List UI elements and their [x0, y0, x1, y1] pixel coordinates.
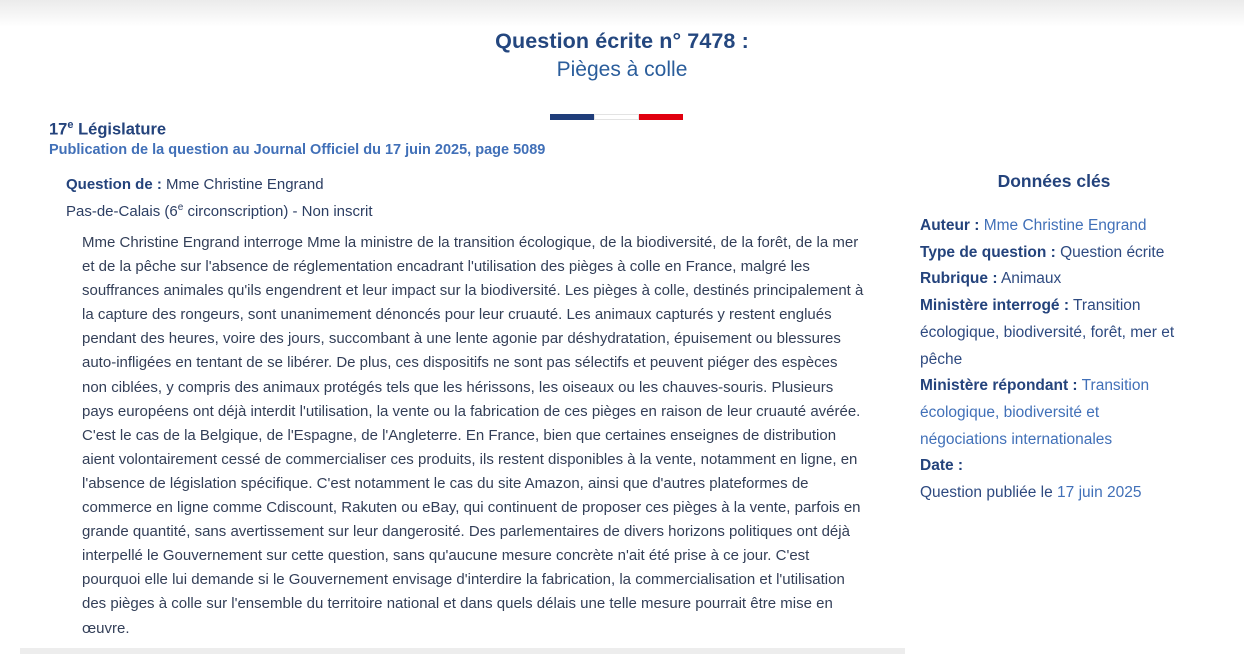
- field-ministere-interroge: [920, 293, 1188, 373]
- flag-blue-segment: [550, 114, 594, 120]
- legislature-number: 17: [49, 120, 68, 139]
- field-ministere-interroge-value: Transition écologique, biodiversité, forêt, mer et pêche: [920, 297, 1175, 368]
- field-ministere-repondant: [920, 373, 1188, 453]
- constituency-ordinal-sup: e: [177, 201, 184, 213]
- page-subtitle: Pièges à colle: [556, 58, 688, 81]
- constituency-prefix: Pas-de-Calais (6: [66, 202, 178, 220]
- question-author-block: [66, 174, 373, 223]
- constituency-suffix: circonscription) - Non inscrit: [183, 202, 373, 220]
- field-rubrique: [920, 266, 1188, 293]
- field-date-value-line: [920, 480, 1188, 507]
- field-date-value-prefix: Question publiée le: [920, 484, 1058, 502]
- field-ministere-interroge-label: Ministère interrogé :: [920, 297, 1069, 315]
- field-ministere-repondant-value-link[interactable]: Transition écologique, biodiversité et négociations internationales: [920, 377, 1150, 448]
- flag-red-segment: [639, 114, 683, 120]
- french-flag-divider: [550, 114, 683, 120]
- field-date-value-link[interactable]: 17 juin 2025: [1057, 484, 1142, 502]
- sidebar-fields: [920, 213, 1188, 507]
- key-data-sidebar: [920, 170, 1188, 507]
- field-auteur: [920, 213, 1188, 240]
- field-auteur-value-link[interactable]: Mme Christine Engrand: [983, 217, 1147, 234]
- question-author-name: Mme Christine Engrand: [166, 176, 324, 193]
- legislature-ordinal-sup: e: [67, 119, 74, 131]
- field-date: [920, 453, 1188, 506]
- field-type-de-question: [920, 240, 1188, 267]
- sidebar-flag-underline: [986, 196, 1123, 200]
- field-type-value: Question écrite: [1060, 243, 1165, 261]
- field-ministere-repondant-label: Ministère répondant :: [920, 377, 1078, 395]
- legislature-text: Législature: [73, 120, 167, 139]
- question-body-text: Mme Christine Engrand interroge Mme la ministre de la transition écologique, de la biodiversité, de la forêt, de la mer et de la pêche sur l'absence de réglementation encadrant l'utilisation des pièges à colle en France, malgré les souffrances animales qu'ils engendrent et leur impact sur la biodiversité. Les pièges à colle, destinés principalement à la capture des rongeurs, sont unanimement dénoncés pour leur cruauté. Les animaux capturés y restent englués pendant des heures, voire des jours, succombant à une lente agonie par déshydratation, épuisement ou blessures auto-infligées en tentant de se libérer. De plus, ces dispositifs ne sont pas sélectifs et peuvent piéger des espèces non ciblées, y compris des animaux protégés tels que les hérissons, les oiseaux ou les chauves-souris. Plusieurs pays européens ont déjà interdit l'utilisation, la vente ou la fabrication de ces pièges en raison de leur cruauté avérée. C'est le cas de la Belgique, de l'Espagne, de l'Angleterre. En France, bien que certaines enseignes de distribution aient volontairement cessé de commercialiser ces produits, ils restent disponibles à la vente, notamment en ligne, en l'absence de législation spécifique. C'est notamment le cas du site Amazon, ainsi que d'autres plateformes de commerce en ligne comme Cdiscount, Rakuten ou eBay, qui continuent de proposer ces pièges à la vente, parfois en grande quantité, sans avertissement sur leur dangerosité. Des parlementaires de divers horizons politiques ont déjà interpellé le Gouvernement sur cette question, sans qu'aucune mesure concrète n'ait été prise à ce jour. C'est pourquoi elle lui demande si le Gouvernement envisage d'interdire la fabrication, la commercialisation et l'utilisation des pièges à colle sur l'ensemble du territoire national et dans quels délais une telle mesure pourrait être mise en œuvre.: [82, 234, 864, 637]
- page-header: [0, 27, 1244, 84]
- constituency-line: [66, 197, 373, 224]
- legislature-label: [49, 119, 166, 140]
- field-rubrique-value: Animaux: [1000, 270, 1062, 288]
- field-rubrique-label: Rubrique :: [920, 270, 998, 288]
- flag-white-segment: [594, 114, 638, 120]
- question-author-line: [66, 174, 373, 197]
- page-title: Question écrite n° 7478 :: [495, 29, 749, 53]
- question-de-label: Question de :: [66, 176, 162, 193]
- field-auteur-label: Auteur :: [920, 217, 980, 234]
- bottom-section-divider: [20, 648, 905, 654]
- journal-officiel-publication-link[interactable]: Publication de la question au Journal Officiel du 17 juin 2025, page 5089: [49, 142, 546, 158]
- field-type-label: Type de question :: [920, 243, 1056, 261]
- top-shadow-gradient: [0, 0, 1244, 27]
- field-date-label: Date :: [920, 457, 964, 475]
- sidebar-heading: Données clés: [997, 171, 1111, 191]
